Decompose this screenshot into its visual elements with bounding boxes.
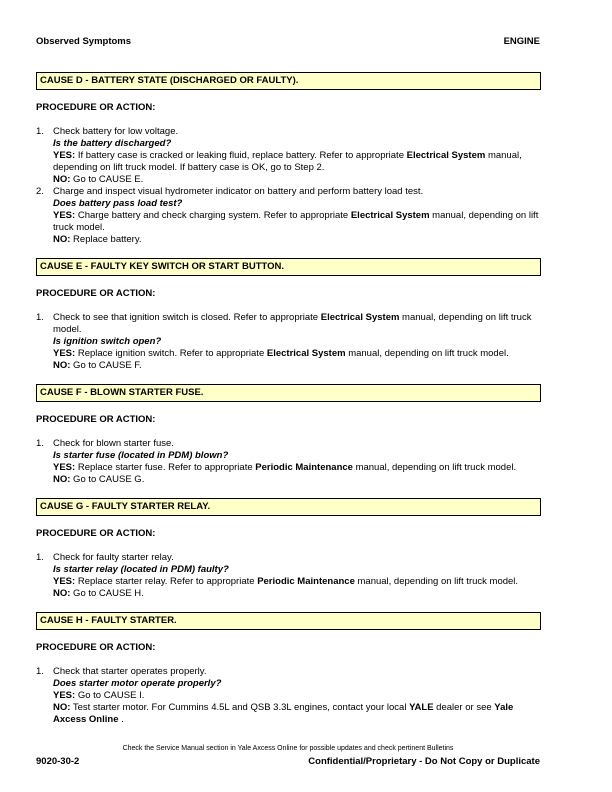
no-line — [53, 234, 541, 246]
yes-text: Replace ignition switch. Refer to appropriate — [75, 348, 267, 359]
step-text: Check for faulty starter relay. — [53, 552, 174, 563]
cause-d-heading: CAUSE D - BATTERY STATE (DISCHARGED OR FAULTY). — [36, 72, 541, 90]
cause-e-steps — [36, 312, 541, 372]
no-text: dealer or see — [433, 702, 495, 713]
step-number: 1. — [36, 312, 44, 323]
no-line — [53, 702, 541, 726]
no-text: Go to CAUSE G. — [70, 474, 145, 485]
no-text: Go to CAUSE H. — [70, 588, 144, 599]
header-section-title: Observed Symptoms — [36, 36, 132, 47]
step-text: Check for blown starter fuse. — [53, 438, 174, 449]
yes-line — [53, 150, 541, 174]
procedure-heading: PROCEDURE OR ACTION: — [36, 102, 156, 113]
no-label: NO: — [53, 174, 71, 185]
yes-text: If battery case is cracked or leaking fluid, replace battery. Refer to appropriate — [75, 150, 407, 161]
cause-h-steps — [36, 666, 541, 726]
no-line — [53, 474, 541, 486]
yes-text: manual, depending on lift truck model. — [53, 210, 539, 233]
list-item — [36, 126, 541, 186]
procedure-heading: PROCEDURE OR ACTION: — [36, 288, 156, 299]
list-item — [36, 438, 541, 486]
procedure-heading: PROCEDURE OR ACTION: — [36, 528, 156, 539]
yes-text: Replace starter fuse. Refer to appropriate — [75, 462, 256, 473]
cause-f-heading: CAUSE F - BLOWN STARTER FUSE. — [36, 384, 541, 402]
cause-e-heading: CAUSE E - FAULTY KEY SWITCH OR START BUTTON. — [36, 258, 541, 276]
step-text: Check that starter operates properly. — [53, 666, 207, 677]
step-question: Does battery pass load test? — [53, 198, 183, 209]
procedure-heading: PROCEDURE OR ACTION: — [36, 642, 156, 653]
no-label: NO: — [53, 234, 71, 245]
manual-ref: Electrical System — [266, 348, 346, 359]
list-item — [36, 186, 541, 246]
manual-ref: Periodic Maintenance — [257, 576, 355, 587]
step-number: 1. — [36, 552, 44, 563]
confidentiality-notice: Confidential/Proprietary - Do Not Copy or Duplicate — [308, 756, 540, 767]
no-text: . — [118, 714, 124, 725]
yes-line — [53, 348, 541, 360]
header-chapter-title: ENGINE — [503, 36, 540, 47]
no-label: NO: — [53, 360, 71, 371]
yes-label: YES: — [53, 576, 76, 587]
yes-label: YES: — [53, 150, 76, 161]
cause-d-steps — [36, 126, 541, 246]
step-question: Is starter relay (located in PDM) faulty? — [53, 564, 229, 575]
page-number: 9020-30-2 — [36, 756, 80, 767]
no-label: NO: — [53, 588, 71, 599]
no-label: NO: — [53, 702, 71, 713]
step-number: 1. — [36, 666, 44, 677]
step-text: Charge and inspect visual hydrometer indicator on battery and perform battery load test. — [53, 186, 424, 197]
manual-ref: Periodic Maintenance — [255, 462, 353, 473]
step-text-part: manual, depending on lift truck model. — [53, 312, 532, 335]
step-question: Is the battery discharged? — [53, 138, 172, 149]
no-text: Go to CAUSE F. — [70, 360, 142, 371]
document-body — [36, 72, 541, 738]
step-number: 2. — [36, 186, 44, 197]
yes-text: Charge battery and check charging system. Refer to appropriate — [75, 210, 351, 221]
yes-label: YES: — [53, 462, 76, 473]
step-number: 1. — [36, 126, 44, 137]
online-service-name: Yale Axcess Online — [53, 702, 514, 725]
no-line — [53, 174, 541, 186]
yes-text: Replace starter relay. Refer to appropriate — [75, 576, 258, 587]
yes-label: YES: — [53, 690, 76, 701]
no-text: Test starter motor. For Cummins 4.5L and QSB 3.3L engines, contact your local — [70, 702, 410, 713]
brand-name: YALE — [409, 702, 434, 713]
step-number: 1. — [36, 438, 44, 449]
step-text-part: Check to see that ignition switch is closed. Refer to appropriate — [53, 312, 321, 323]
cause-g-heading: CAUSE G - FAULTY STARTER RELAY. — [36, 498, 541, 516]
yes-line — [53, 690, 541, 702]
yes-label: YES: — [53, 348, 76, 359]
no-text: Replace battery. — [70, 234, 142, 245]
yes-text: manual, depending on lift truck model. — [345, 348, 509, 359]
cause-f-steps — [36, 438, 541, 486]
yes-line — [53, 210, 541, 234]
step-text — [53, 312, 541, 336]
cause-h-heading: CAUSE H - FAULTY STARTER. — [36, 612, 541, 630]
no-text: Go to CAUSE E. — [70, 174, 144, 185]
procedure-heading: PROCEDURE OR ACTION: — [36, 414, 156, 425]
step-question: Is ignition switch open? — [53, 336, 162, 347]
manual-ref: Electrical System — [406, 150, 486, 161]
yes-line — [53, 462, 541, 474]
yes-text: manual, depending on lift truck model. If battery case is OK, go to Step 2. — [53, 150, 522, 173]
yes-text: Go to CAUSE I. — [75, 690, 145, 701]
no-line — [53, 588, 541, 600]
yes-label: YES: — [53, 210, 76, 221]
yes-text: manual, depending on lift truck model. — [354, 576, 519, 587]
yes-text: manual, depending on lift truck model. — [352, 462, 517, 473]
cause-g-steps — [36, 552, 541, 600]
yes-line — [53, 576, 541, 588]
list-item — [36, 552, 541, 600]
manual-ref: Electrical System — [350, 210, 430, 221]
list-item — [36, 312, 541, 372]
step-text: Check battery for low voltage. — [53, 126, 179, 137]
footer-note: Check the Service Manual section in Yale Axcess Online for possible updates and check pertinent Bulletins — [122, 745, 454, 752]
manual-ref: Electrical System — [320, 312, 400, 323]
step-question: Is starter fuse (located in PDM) blown? — [53, 450, 229, 461]
no-line — [53, 360, 541, 372]
no-label: NO: — [53, 474, 71, 485]
list-item — [36, 666, 541, 726]
step-question: Does starter motor operate properly? — [53, 678, 222, 689]
